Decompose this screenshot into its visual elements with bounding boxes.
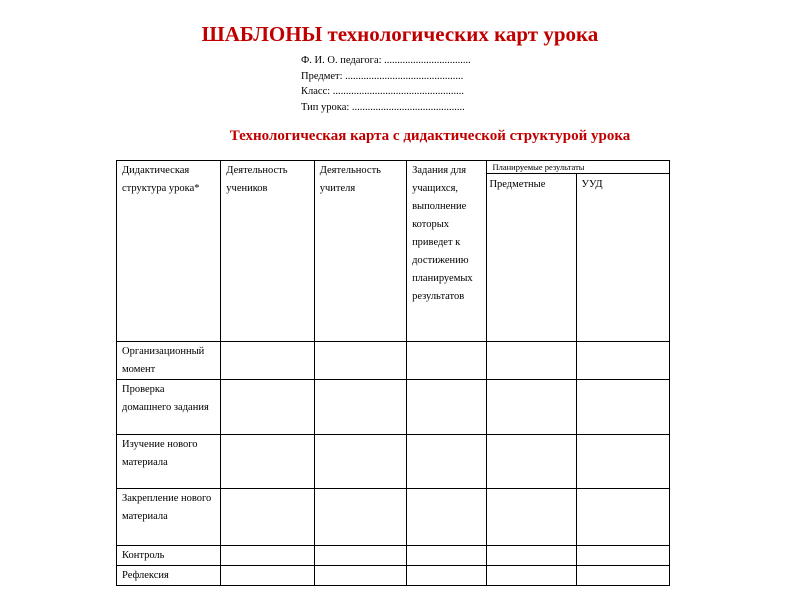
cell[interactable] — [487, 342, 576, 380]
table-row — [117, 489, 670, 546]
cell[interactable] — [221, 546, 314, 566]
page-title: ШАБЛОНЫ технологических карт урока — [201, 22, 599, 46]
cell[interactable] — [314, 546, 406, 566]
table-row — [117, 435, 670, 489]
header-subject-results: Предметные — [487, 174, 576, 342]
header-planned: Планируемые результаты — [487, 161, 670, 174]
row-label: Закрепление нового материала — [117, 489, 221, 546]
subject-line: Предмет: ............................................. — [301, 70, 464, 82]
cell[interactable] — [576, 435, 669, 489]
header-teacher: Деятельность учителя — [314, 161, 406, 342]
row-label: Изучение нового материала — [117, 435, 221, 489]
cell[interactable] — [221, 566, 314, 586]
table-row — [117, 380, 670, 435]
header-students: Деятельность учеников — [221, 161, 314, 342]
row-label: Организационный момент — [117, 342, 221, 380]
cell[interactable] — [576, 546, 669, 566]
cell[interactable] — [221, 342, 314, 380]
cell[interactable] — [407, 566, 487, 586]
teacher-line: Ф. И. О. педагога: ................................. — [301, 55, 471, 66]
header-uud: УУД — [576, 174, 669, 342]
cell[interactable] — [314, 489, 406, 546]
row-label: Проверка домашнего задания — [117, 380, 221, 435]
header-tasks: Задания для учащихся, выполнение которых приведет к достижению планируемых результатов — [407, 161, 487, 342]
cell[interactable] — [576, 380, 669, 435]
cell[interactable] — [314, 435, 406, 489]
header-row — [117, 161, 670, 174]
cell[interactable] — [576, 489, 669, 546]
cell[interactable] — [407, 489, 487, 546]
cell[interactable] — [407, 435, 487, 489]
cell[interactable] — [407, 342, 487, 380]
technological-map-table — [116, 160, 670, 586]
cell[interactable] — [407, 546, 487, 566]
table-title: Технологическая карта с дидактической структурой урока — [229, 128, 631, 144]
header-didactic: Дидактическая структура урока* — [117, 161, 221, 342]
cell[interactable] — [487, 546, 576, 566]
cell[interactable] — [487, 380, 576, 435]
class-line: Класс: .................................................. — [301, 86, 465, 97]
table-row — [117, 546, 670, 566]
lesson-type-line: Тип урока: ........................................... — [301, 101, 465, 113]
cell[interactable] — [576, 342, 669, 380]
lesson-info — [301, 53, 471, 115]
cell[interactable] — [314, 566, 406, 586]
cell[interactable] — [487, 489, 576, 546]
cell[interactable] — [221, 380, 314, 435]
cell[interactable] — [314, 380, 406, 435]
cell[interactable] — [314, 342, 406, 380]
table-row — [117, 566, 670, 586]
cell[interactable] — [487, 435, 576, 489]
row-label: Контроль — [117, 546, 221, 566]
cell[interactable] — [221, 435, 314, 489]
cell[interactable] — [576, 566, 669, 586]
table-row — [117, 342, 670, 380]
cell[interactable] — [487, 566, 576, 586]
cell[interactable] — [221, 489, 314, 546]
row-label: Рефлексия — [117, 566, 221, 586]
cell[interactable] — [407, 380, 487, 435]
